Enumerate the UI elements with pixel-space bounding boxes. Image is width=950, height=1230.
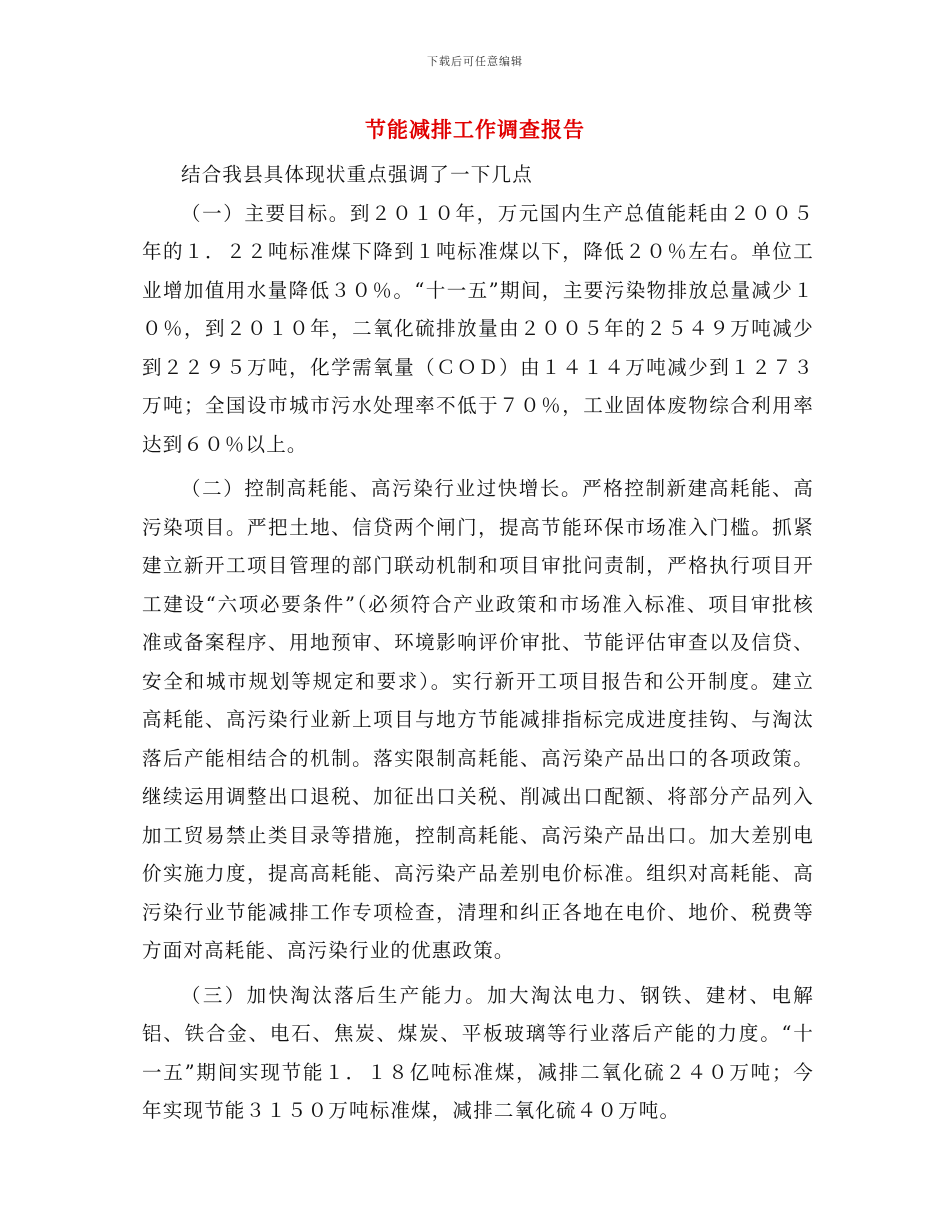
- section-paragraph-2: （二）控制高耗能、高污染行业过快增长。严格控制新建高耗能、高污染项目。严把土地、信贷两个闸门，提高节能环保市场准入门槛。抓紧建立新开工项目管理的部门联动机制和项目审批问责制，严格执行项目开工建设“六项必要条件”（必须符合产业政策和市场准入标准、项目审批核准或备案程序、用地预审、环境影响评价审批、节能评估审查以及信贷、安全和城市规划等规定和要求）。实行新开工项目报告和公开制度。建立高耗能、高污染行业新上项目与地方节能减排指标完成进度挂钩、与淘汰落后产能相结合的机制。落实限制高耗能、高污染产品出口的各项政策。继续运用调整出口退税、加征出口关税、削减出口配额、将部分产品列入加工贸易禁止类目录等措施，控制高耗能、高污染产品出口。加大差别电价实施力度，提高高耗能、高污染产品差别电价标准。组织对高耗能、高污染行业节能减排工作专项检查，清理和纠正各地在电价、地价、税费等方面对高耗能、高污染行业的优惠政策。: [142, 477, 814, 962]
- intro-paragraph: 结合我县具体现状重点强调了一下几点: [181, 163, 533, 186]
- section-paragraph-1: （一）主要目标。到２０１０年，万元国内生产总值能耗由２００５年的１．２２吨标准煤下降到１吨标准煤以下，降低２０％左右。单位工业增加值用水量降低３０％。“十一五”期间，主要污染物排放总量减少１０％，到２０１０年，二氧化硫排放量由２００５年的２５４９万吨减少到２２９５万吨，化学需氧量（ＣＯＤ）由１４１４万吨减少到１２７３万吨；全国设市城市污水处理率不低于７０％，工业固体废物综合利用率达到６０％以上。: [142, 201, 814, 456]
- document-body: [142, 156, 814, 1137]
- section-paragraph-3: （三）加快淘汰落后生产能力。加大淘汰电力、钢铁、建材、电解铝、铁合金、电石、焦炭、煤炭、平板玻璃等行业落后产能的力度。“十一五”期间实现节能１．１８亿吨标准煤，减排二氧化硫２４０万吨；今年实现节能３１５０万吨标准煤，减排二氧化硫４０万吨。: [142, 983, 814, 1122]
- document-title: 节能减排工作调查报告: [365, 117, 585, 142]
- page-header-note: 下载后可任意编辑: [427, 55, 523, 68]
